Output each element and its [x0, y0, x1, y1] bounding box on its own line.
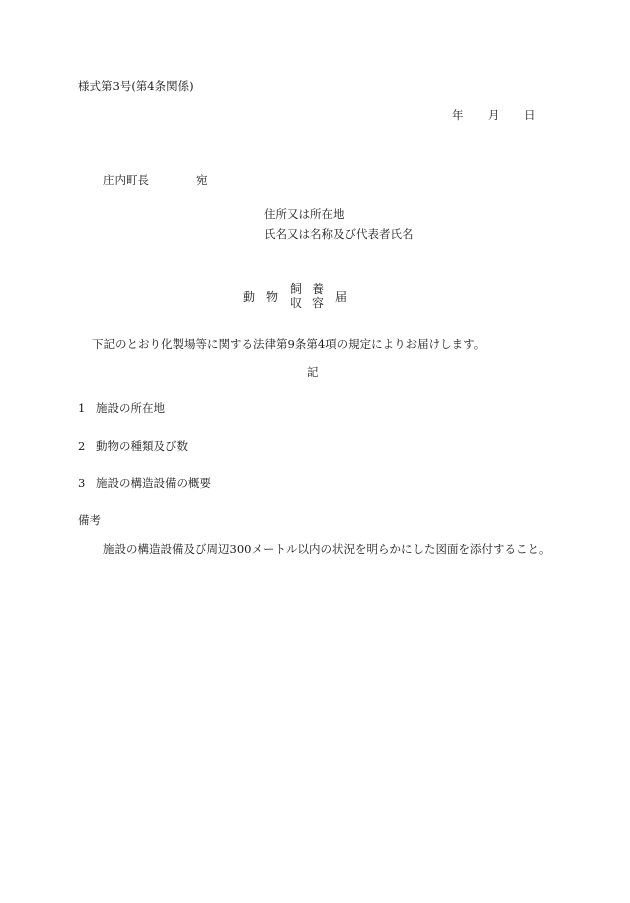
- date-month-label: 月: [488, 108, 500, 122]
- title-option-shuuyou-1: 収: [290, 296, 303, 310]
- remarks-heading: 備考: [78, 513, 101, 527]
- title-option-shiyou-2: 養: [312, 282, 325, 296]
- list-item: [78, 441, 188, 453]
- title-option-shiyou-1: 飼: [290, 282, 303, 296]
- remarks-text: 施設の構造設備及び周辺300メートル以内の状況を明らかにした図面を添付すること。: [103, 542, 551, 556]
- applicant-name-label: 氏名又は名称及び代表者氏名: [264, 227, 414, 241]
- title-char-dou: 動: [243, 290, 256, 304]
- recipient-name: 庄内町長: [103, 173, 149, 187]
- list-item: [78, 478, 211, 490]
- list-item: [78, 403, 165, 415]
- title-char-todoke: 届: [335, 290, 348, 304]
- item-label: 動物の種類及び数: [96, 439, 188, 453]
- recipient-suffix: 宛: [196, 173, 208, 187]
- item-number: 3: [78, 476, 86, 490]
- item-label: 施設の構造設備の概要: [96, 476, 211, 490]
- item-number: 1: [78, 401, 86, 415]
- ki-heading: 記: [307, 365, 319, 379]
- title-char-butsu: 物: [266, 290, 279, 304]
- applicant-address-label: 住所又は所在地: [264, 207, 345, 221]
- date-year-label: 年: [452, 108, 464, 122]
- date-day-label: 日: [524, 108, 536, 122]
- body-sentence: 下記のとおり化製場等に関する法律第9条第4項の規定によりお届けします。: [92, 337, 486, 351]
- item-number: 2: [78, 439, 86, 453]
- item-label: 施設の所在地: [96, 401, 165, 415]
- title-option-shuuyou-2: 容: [312, 296, 325, 310]
- form-number: 様式第3号(第4条関係): [78, 79, 194, 93]
